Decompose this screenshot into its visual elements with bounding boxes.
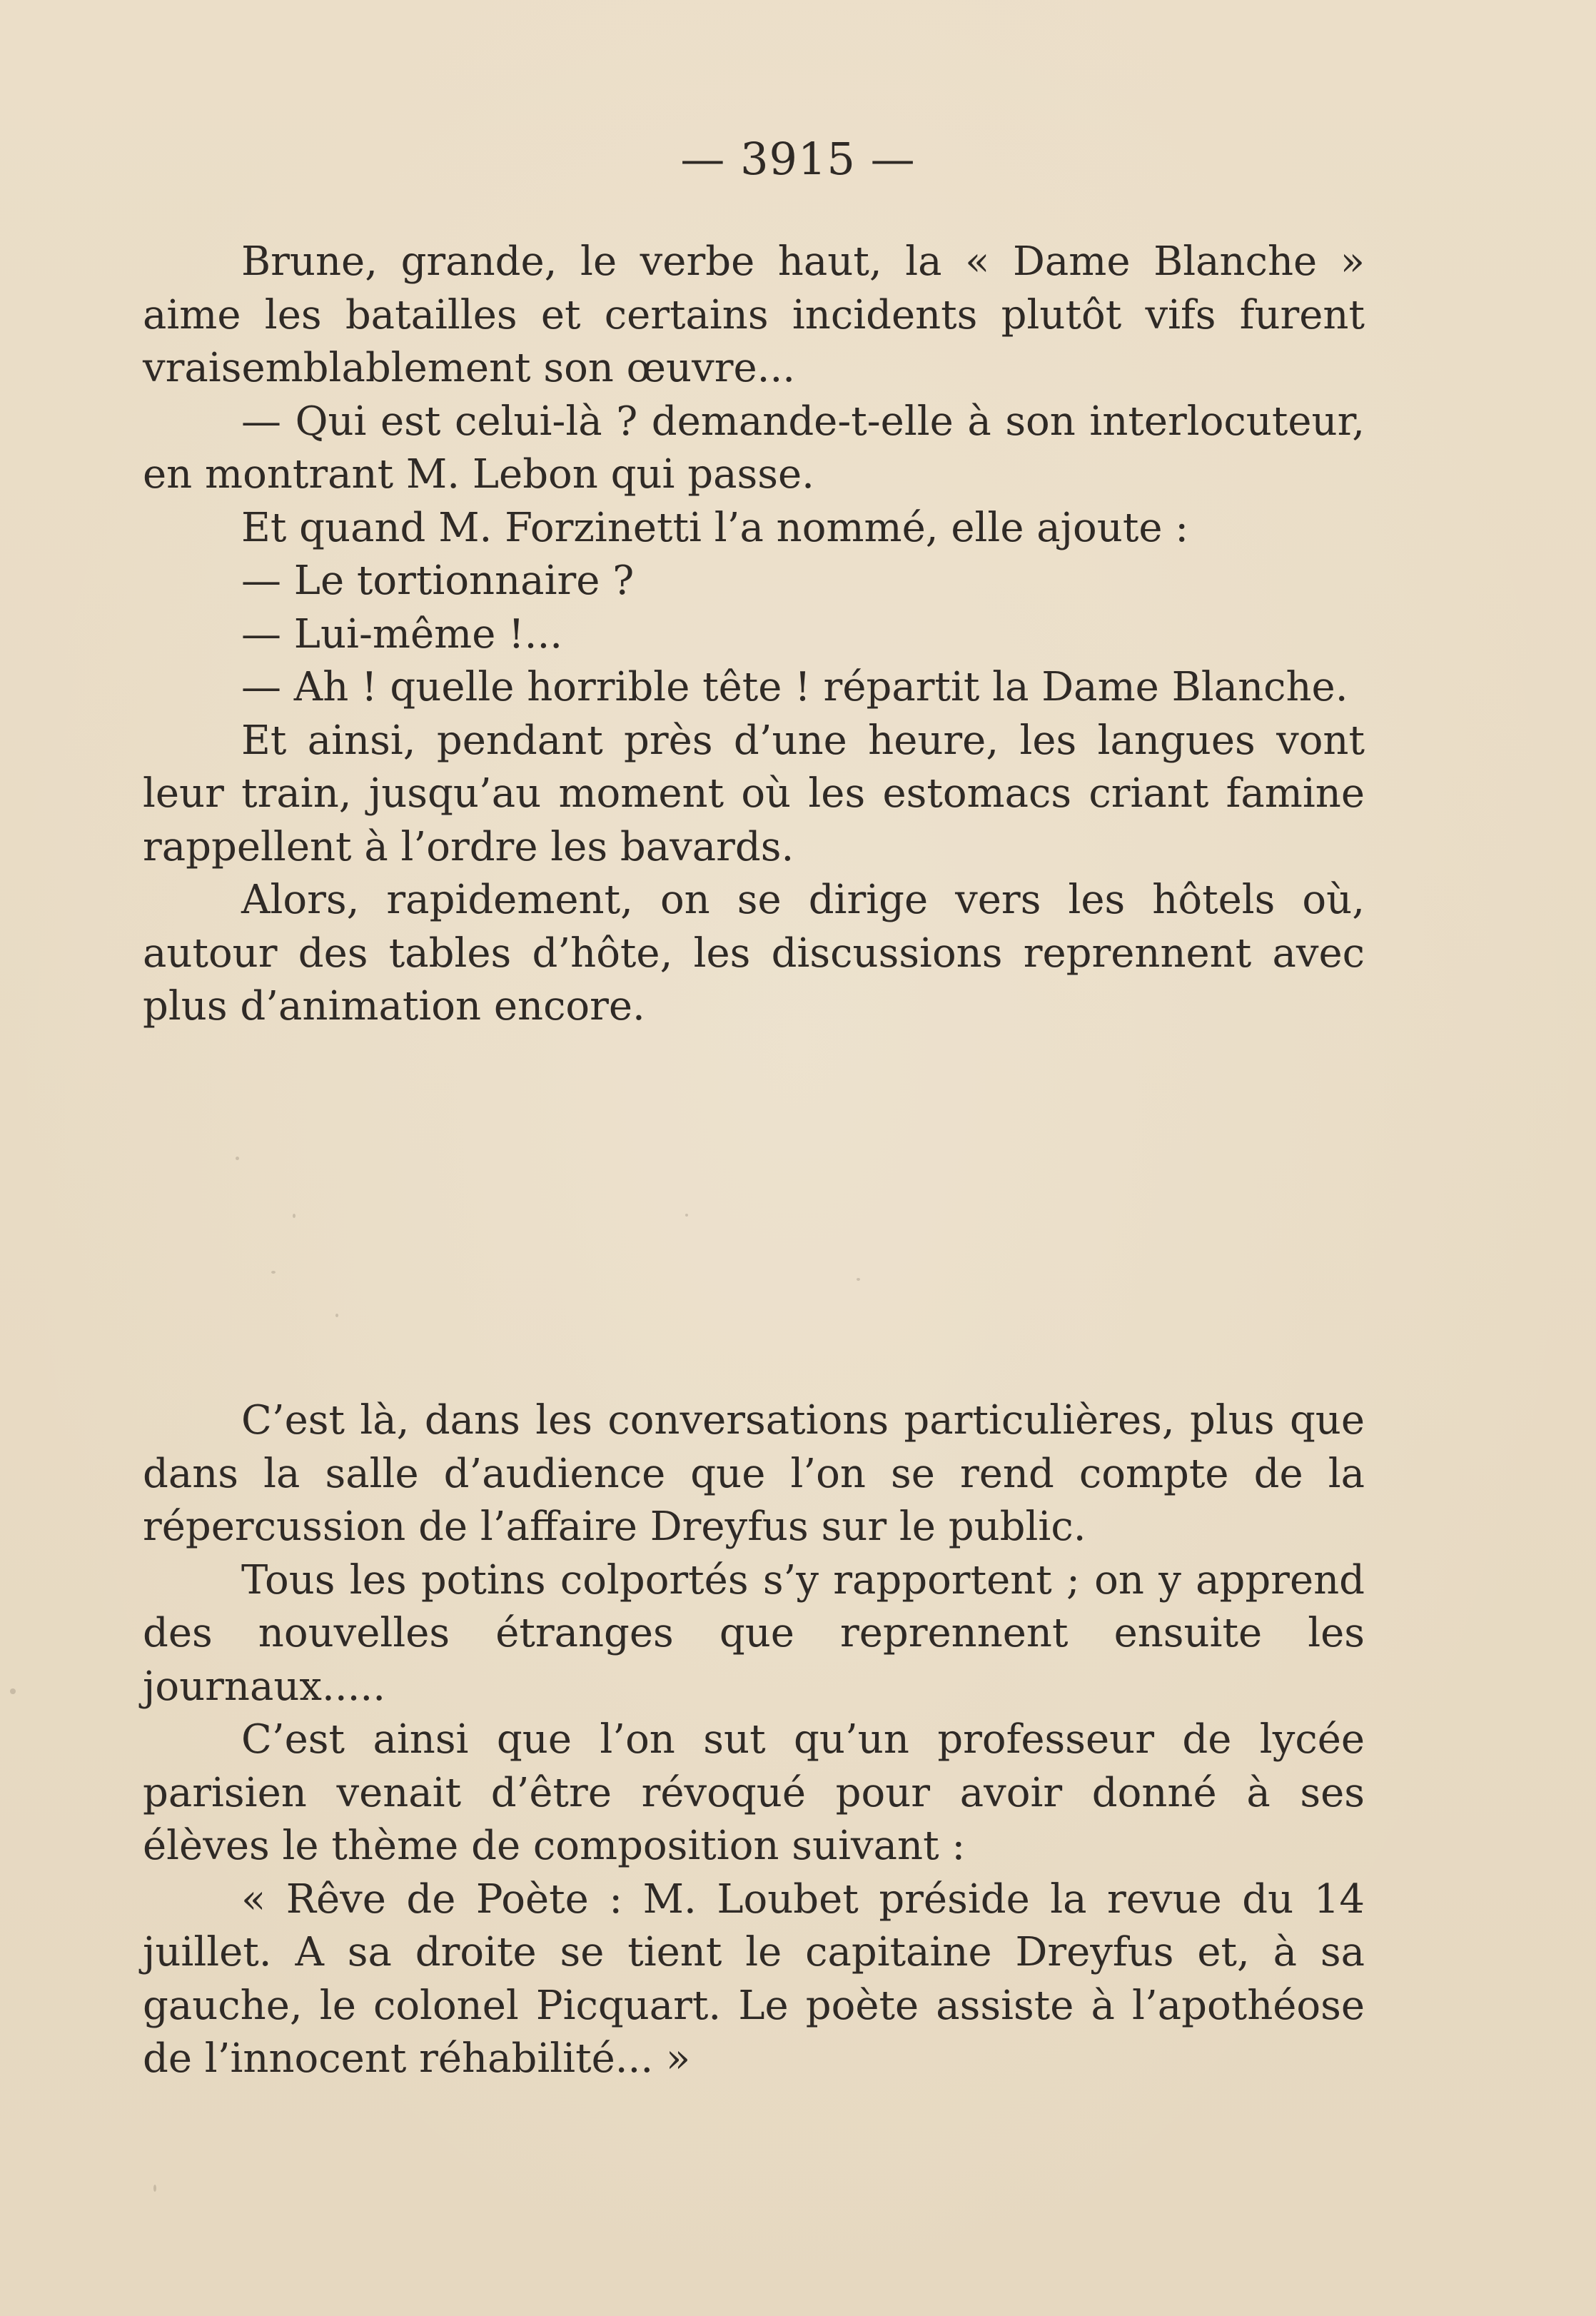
ink-speckle	[153, 2185, 156, 2192]
text-section-one	[143, 236, 1365, 1034]
text-section-two	[143, 1394, 1365, 2086]
paragraph: — Qui est celui-là ? demande-t-elle à son interlocuteur, en montrant M. Lebon qui passe.	[143, 398, 1365, 498]
paragraph: — Ah ! quelle horrible tête ! répartit la Dame Blanche.	[241, 664, 1348, 710]
paragraph: Tous les potins colportés s’y rapportent ; on y apprend des nouvelles étranges que reprennent ensuite les journaux.....	[143, 1556, 1365, 1710]
ink-speckle	[335, 1314, 338, 1317]
paragraph: Brune, grande, le verbe haut, la « Dame Blanche » aime les batailles et certains incidents plutôt vifs furent vraisemblablement son œuvre...	[143, 238, 1365, 391]
paragraph: C’est là, dans les conversations particulières, plus que dans la salle d’audience que l’on se rend compte de la répercussion de l’affaire Dreyfus sur le public.	[143, 1397, 1365, 1550]
paragraph: — Le tortionnaire ?	[241, 558, 635, 604]
paragraph: Alors, rapidement, on se dirige vers les hôtels où, autour des tables d’hôte, les discussions reprennent avec plus d’animation encore.	[143, 877, 1365, 1029]
page-number: — 3915 —	[680, 133, 916, 185]
paragraph: Et quand M. Forzinetti l’a nommé, elle ajoute :	[241, 504, 1189, 551]
ink-speckle	[685, 1214, 688, 1217]
ink-speckle	[857, 1278, 860, 1281]
paragraph: Et ainsi, pendant près d’une heure, les langues vont leur train, jusqu’au moment où les estomacs criant famine rappellent à l’ordre les bavards.	[143, 717, 1365, 870]
ink-speckle	[10, 1688, 16, 1694]
ink-speckle	[271, 1271, 276, 1274]
paragraph: C’est ainsi que l’on sut qu’un professeur de lycée parisien venait d’être révoqué pour avoir donné à ses élèves le thème de composition suivant :	[143, 1716, 1365, 1869]
ink-speckle	[236, 1157, 239, 1160]
ink-speckle	[293, 1214, 296, 1218]
paragraph: « Rêve de Poète : M. Loubet préside la revue du 14 juillet. A sa droite se tient le capitaine Dreyfus et, à sa gauche, le colonel Picquart. Le poète assiste à l’apothéose de l’innocent réhabilité... »	[143, 1876, 1365, 2082]
paragraph: — Lui-même !...	[241, 610, 563, 658]
